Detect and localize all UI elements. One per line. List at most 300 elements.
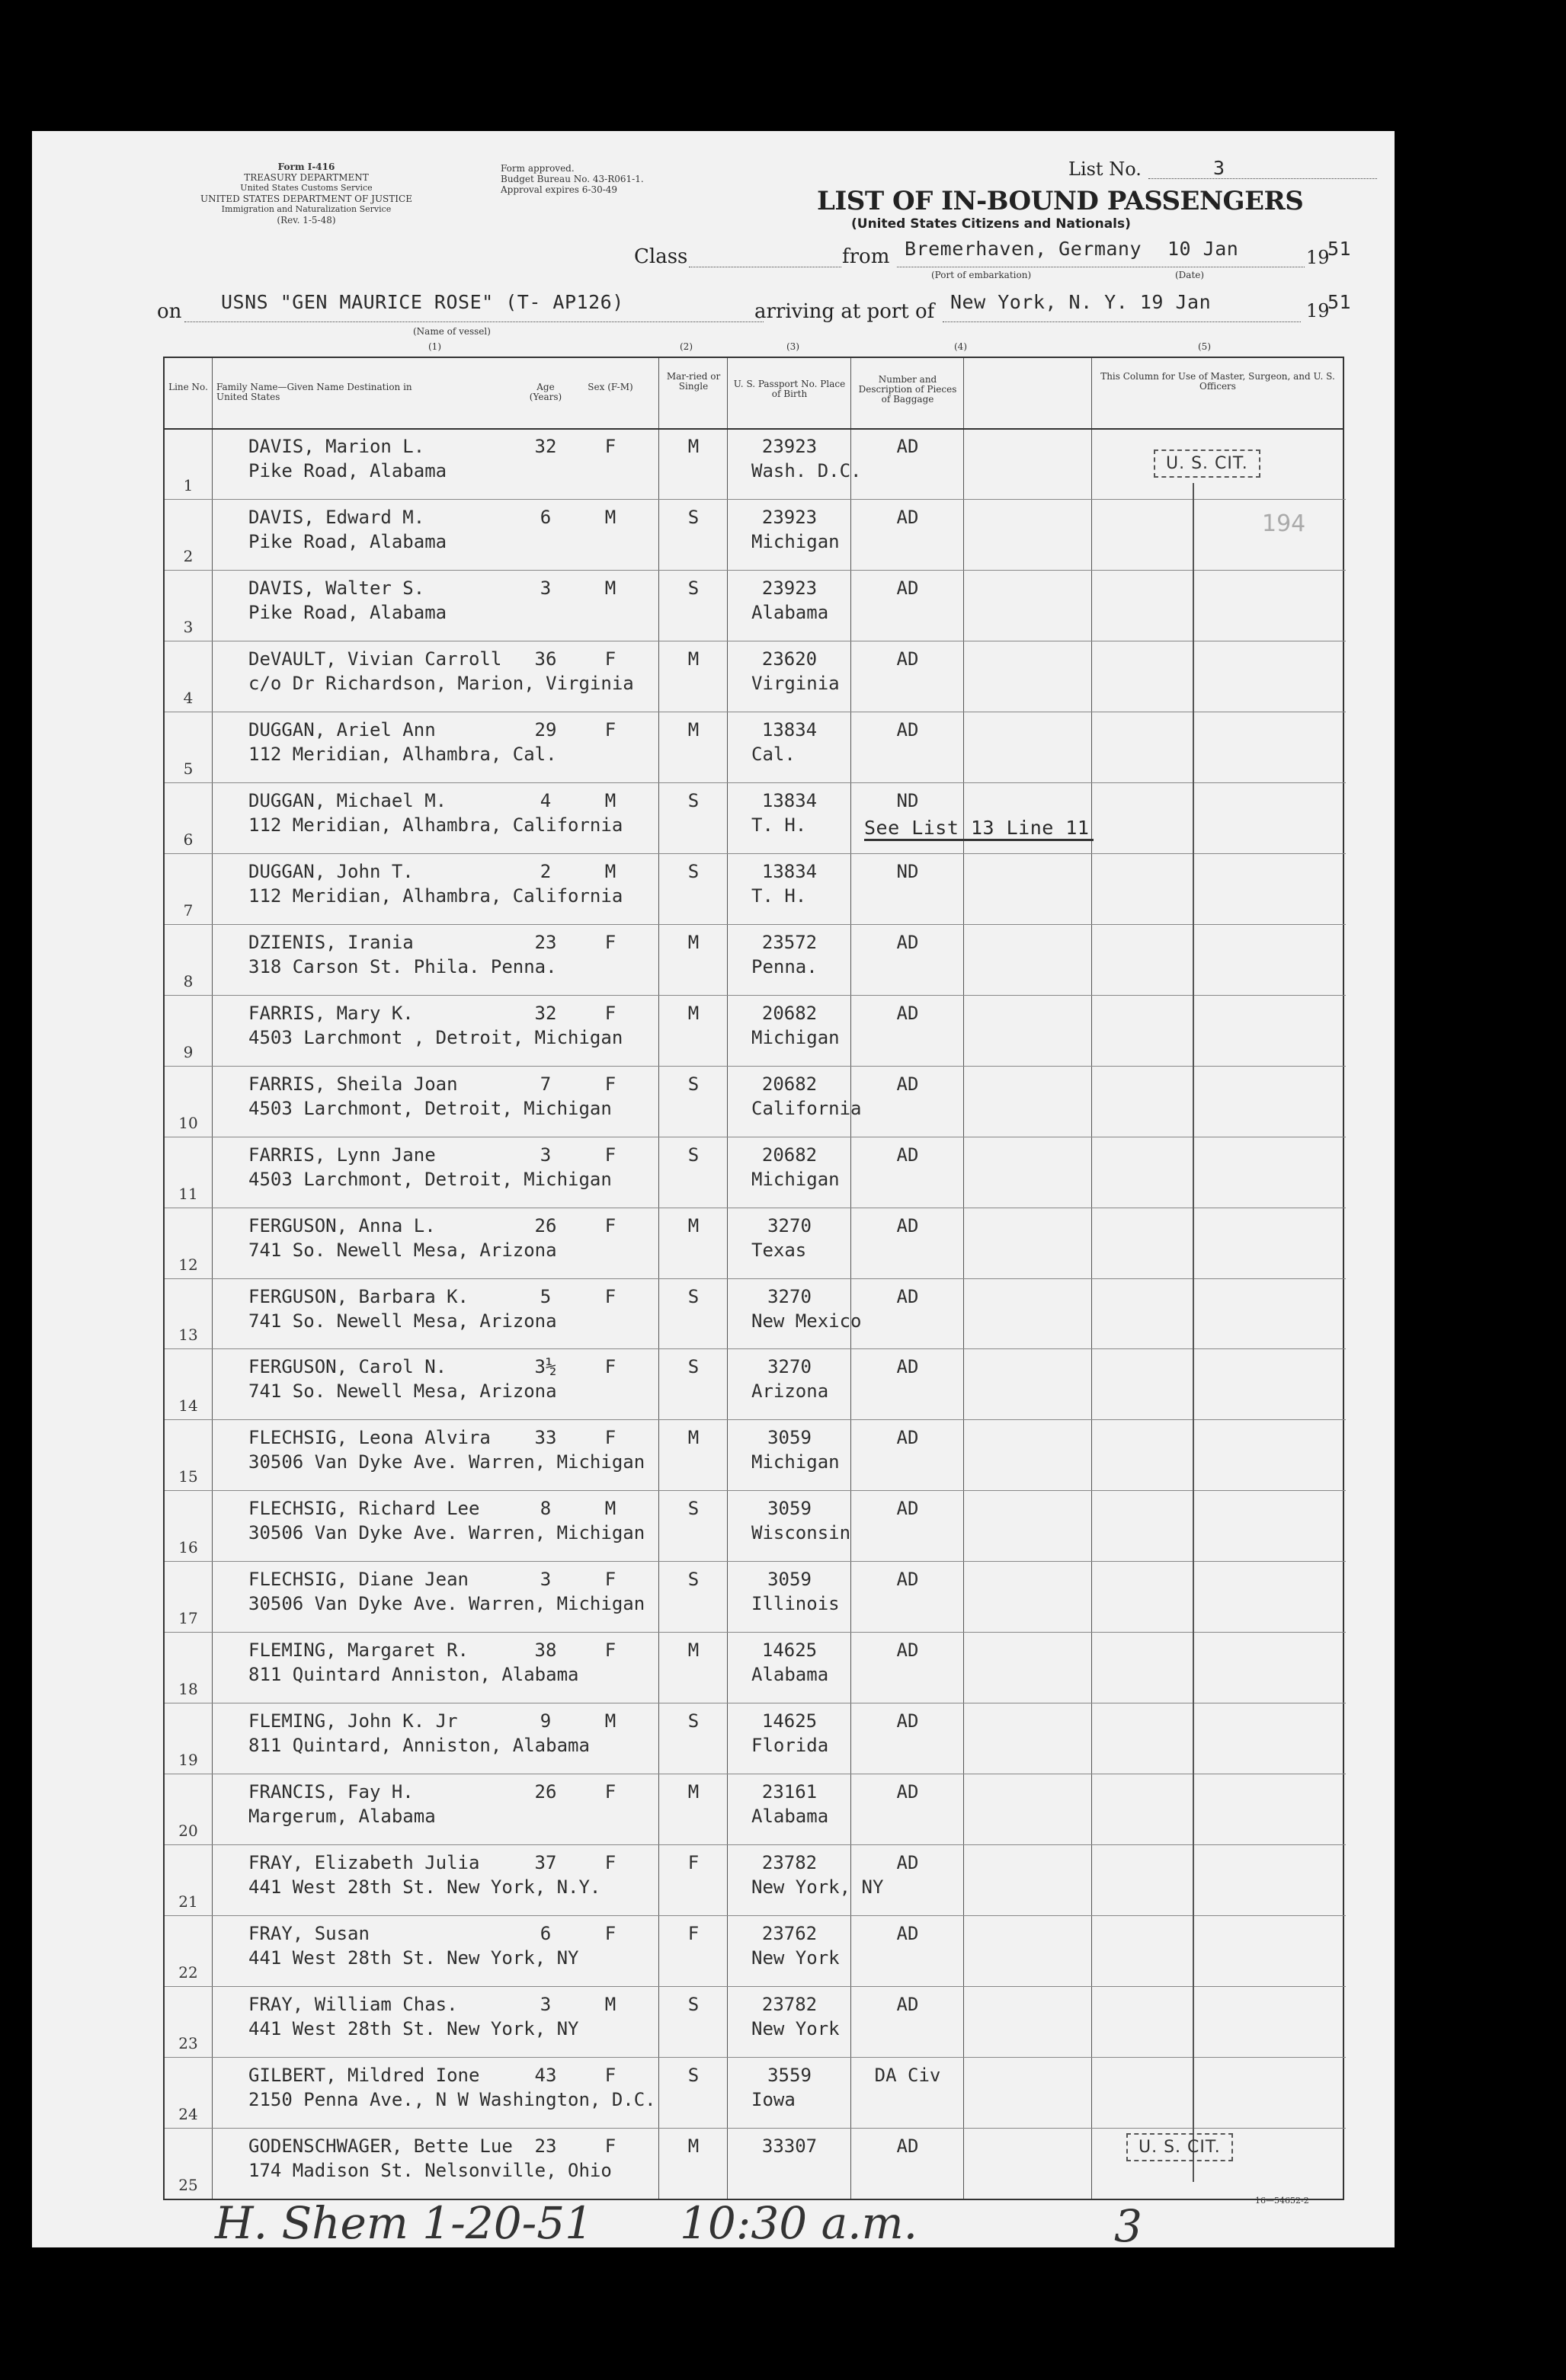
cell-age: 33 [534,1427,557,1449]
cell-bag: AD [896,1781,919,1803]
table-row [165,1561,1346,1632]
cell-sex: F [604,1639,616,1662]
header-age: Age (Years) [529,382,562,402]
cell-dest: 2150 Penna Ave., N W Washington, D.C. [248,2089,656,2111]
cell-passport: 13834 [761,860,818,882]
cell-ms: S [687,1569,700,1591]
cell-age: 2 [540,860,552,882]
cell-name: FRAY, Susan [248,1923,370,1945]
cell-dest: c/o Dr Richardson, Marion, Virginia [248,672,634,694]
line-number: 5 [183,759,194,778]
cell-age: 8 [540,1498,552,1520]
vessel-name: USNS "GEN MAURICE ROSE" (T- AP126) [221,291,624,313]
cell-dest: Pike Road, Alabama [248,601,447,623]
cell-ms: S [687,577,700,599]
cell-dest: 441 West 28th St. New York, NY [248,1947,579,1969]
cell-sex: M [604,577,616,599]
table-row [165,1137,1346,1208]
table-row [165,1844,1346,1915]
cell-sex: M [604,1498,616,1520]
year-prefix: 19 [1306,300,1330,321]
cell-age: 9 [540,1710,552,1732]
cell-passport: 3059 [767,1427,812,1449]
table-row [165,1066,1346,1137]
cell-birth: Cal. [751,743,796,765]
cell-name: FLECHSIG, Richard Lee [248,1498,480,1520]
cell-ms: M [687,931,700,953]
manifest-page [32,131,1395,2252]
line-number: 19 [178,1751,198,1770]
pencil-number: 194 [1262,510,1306,537]
header-line-no: Line No. [168,382,208,392]
table-row [165,712,1346,782]
cell-sex: F [604,931,616,953]
cell-sex: M [604,1710,616,1732]
cell-name: FERGUSON, Carol N. [248,1356,447,1378]
cell-birth: Michigan [751,1168,840,1190]
cell-birth: New York, NY [751,1876,884,1899]
cell-passport: 23923 [761,577,818,599]
cell-birth: Florida [751,1735,829,1757]
cell-birth: New York [751,1947,840,1969]
arrival-port: New York, N. Y. 19 Jan [950,291,1212,313]
cell-age: 36 [534,648,557,670]
cell-passport: 23762 [761,1923,818,1945]
cell-ms: S [687,1356,700,1378]
cell-age: 32 [534,1002,557,1024]
header-married: Mar-ried or Single [666,371,721,392]
cell-birth: Penna. [751,955,818,977]
cell-bag: AD [896,1073,919,1095]
cell-passport: 14625 [761,1710,818,1732]
line-number: 11 [178,1184,198,1203]
line-number: 8 [183,971,194,990]
cell-ms: S [687,860,700,882]
cell-bag: DA Civ [874,2065,941,2087]
cell-bag: AD [896,1356,919,1378]
column-number: (4) [954,341,967,352]
cell-dest: Pike Road, Alabama [248,530,447,552]
cell-passport: 23923 [761,436,818,457]
cell-name: FLECHSIG, Leona Alvira [248,1427,491,1449]
line-number: 4 [183,688,194,707]
approval-block [501,163,644,195]
line-number: 9 [183,1042,194,1061]
table-row [165,1703,1346,1774]
line-number: 7 [183,900,194,920]
cell-age: 3 [540,577,552,599]
cell-sex: F [604,1214,616,1236]
stamp-connector-line [1193,483,1194,2182]
cell-dest: 741 So. Newell Mesa, Arizona [248,1310,557,1332]
list-no-value: 3 [1213,157,1225,179]
cell-bag: ND [896,860,919,882]
cell-age: 6 [540,1923,552,1945]
arrival-year: 51 [1327,291,1352,313]
line-number: 16 [178,1538,198,1557]
table-row [165,853,1346,924]
cell-passport: 23620 [761,648,818,670]
approval-line: Budget Bureau No. 43-R061-1. [501,174,644,184]
cell-dest: 4503 Larchmont, Detroit, Michigan [248,1168,612,1190]
line-number: 12 [178,1255,198,1274]
cell-age: 29 [534,718,557,741]
cell-bag: AD [896,577,919,599]
cell-bag: AD [896,1002,919,1024]
cell-birth: Alabama [751,1664,829,1686]
year-prefix: 19 [1306,247,1330,268]
header-name: Family Name—Given Name Destination in United States [216,382,412,402]
treasury-dept: TREASURY DEPARTMENT [244,172,369,183]
cell-dest: 4503 Larchmont , Detroit, Michigan [248,1026,623,1048]
cell-dest: 4503 Larchmont, Detroit, Michigan [248,1097,612,1119]
cell-dest: 318 Carson St. Phila. Penna. [248,955,557,977]
cell-ms: M [687,1427,700,1449]
cell-passport: 3270 [767,1356,812,1378]
cell-sex: F [604,1852,616,1874]
customs-service: United States Customs Service [240,183,373,193]
form-number: Form I-416 [277,162,335,172]
table-row [165,782,1346,853]
cell-age: 26 [534,1781,557,1803]
line-number: 17 [178,1609,198,1628]
cell-name: DAVIS, Edward M. [248,506,425,528]
cell-birth: California [751,1097,862,1119]
from-label: from [842,245,890,268]
line-number: 10 [178,1113,198,1132]
line-number: 3 [183,617,194,636]
cell-passport: 23923 [761,506,818,528]
cell-age: 37 [534,1852,557,1874]
cell-bag: AD [896,436,919,457]
cell-ms: S [687,506,700,528]
cell-bag: AD [896,1852,919,1874]
cell-age: 3 [540,1994,552,2016]
cell-bag: AD [896,506,919,528]
cell-passport: 23161 [761,1781,818,1803]
cell-ms: M [687,718,700,741]
embarkation-port: Bremerhaven, Germany [905,238,1142,260]
page-title: LIST OF IN-BOUND PASSENGERS [817,186,1304,216]
date-caption: (Date) [1175,270,1205,280]
cell-passport: 3059 [767,1569,812,1591]
cell-passport: 3270 [767,1214,812,1236]
cell-sex: F [604,1285,616,1307]
cell-bag: AD [896,1923,919,1945]
table-row [165,1632,1346,1703]
column-number: (5) [1198,341,1211,352]
cell-bag: AD [896,718,919,741]
cell-passport: 3270 [767,1285,812,1307]
header-officers: This Column for Use of Master, Surgeon, and U. S. Officers [1100,371,1335,392]
cell-age: 5 [540,1285,552,1307]
column-number: (3) [786,341,799,352]
cell-bag: AD [896,1994,919,2016]
cell-sex: F [604,718,616,741]
cell-name: GODENSCHWAGER, Bette Lue [248,2135,513,2158]
table-row [165,1419,1346,1490]
cell-ms: M [687,1781,700,1803]
cell-name: FRAY, William Chas. [248,1994,458,2016]
table-row [165,1774,1346,1844]
form-revision: (Rev. 1-5-48) [277,215,336,226]
approval-line: Form approved. [501,163,575,174]
cell-sex: F [604,1144,616,1166]
cell-birth: Illinois [751,1593,840,1615]
table-row [165,924,1346,995]
cell-ms: F [687,1852,700,1874]
passenger-table [163,357,1344,2200]
cell-dest: 741 So. Newell Mesa, Arizona [248,1380,557,1403]
cell-sex: F [604,1073,616,1095]
cell-name: FLECHSIG, Diane Jean [248,1569,469,1591]
cell-bag: AD [896,1144,919,1166]
cell-ms: M [687,436,700,457]
table-row [165,1208,1346,1278]
header-passport: U. S. Passport No. Place of Birth [733,379,846,399]
cell-birth: T. H. [751,885,807,907]
cell-sex: M [604,506,616,528]
table-row [165,995,1346,1066]
header-sex: Sex (F-M) [588,382,633,392]
cell-name: GILBERT, Mildred Ione [248,2065,480,2087]
line-number: 21 [178,1892,198,1911]
cell-name: DUGGAN, Michael M. [248,789,447,811]
line-number: 24 [178,2105,198,2124]
cell-passport: 3559 [767,2065,812,2087]
cell-ms: S [687,1144,700,1166]
cell-passport: 33307 [761,2135,818,2158]
cell-name: DUGGAN, Ariel Ann [248,718,436,741]
cell-name: FERGUSON, Anna L. [248,1214,436,1236]
embarkation-date: 10 Jan [1167,238,1239,260]
cell-dest: 112 Meridian, Alhambra, Cal. [248,743,557,765]
cell-age: 3½ [534,1356,557,1378]
column-number: (2) [680,341,693,352]
cell-ms: S [687,1710,700,1732]
cell-sex: M [604,860,616,882]
cell-age: 38 [534,1639,557,1662]
cell-bag: AD [896,1569,919,1591]
cell-birth: Michigan [751,1026,840,1048]
cell-sex: F [604,648,616,670]
cell-birth: Alabama [751,1806,829,1828]
cell-age: 23 [534,2135,557,2158]
cell-age: 23 [534,931,557,953]
cell-ms: F [687,1923,700,1945]
cell-birth: T. H. [751,814,807,836]
vessel-caption: (Name of vessel) [413,326,491,337]
cell-ms: M [687,1639,700,1662]
form-header-block [146,162,466,226]
cell-ms: M [687,648,700,670]
cell-ms: S [687,1498,700,1520]
column-number: (1) [428,341,441,352]
cell-name: DAVIS, Walter S. [248,577,425,599]
line-number: 2 [183,546,194,565]
cell-name: FRANCIS, Fay H. [248,1781,414,1803]
immigration-service: Immigration and Naturalization Service [221,204,392,214]
cell-age: 4 [540,789,552,811]
cell-bag: AD [896,648,919,670]
cell-dest: 811 Quintard, Anniston, Alabama [248,1735,590,1757]
line-number: 23 [178,2034,198,2053]
cell-dest: 30506 Van Dyke Ave. Warren, Michigan [248,1522,645,1544]
cell-age: 32 [534,436,557,457]
list-no-label: List No. [1068,158,1142,180]
line-number: 6 [183,830,194,849]
arriving-label: arriving at port of [754,300,935,323]
cell-name: FRAY, Elizabeth Julia [248,1852,480,1874]
line-number: 25 [178,2175,198,2194]
inspection-time: 10:30 a.m. [680,2197,918,2249]
cell-birth: Iowa [751,2089,796,2111]
cell-passport: 3059 [767,1498,812,1520]
cell-passport: 13834 [761,718,818,741]
table-row [165,499,1346,570]
cell-ms: S [687,789,700,811]
cell-bag: AD [896,1285,919,1307]
line-number: 18 [178,1680,198,1699]
cell-name: DZIENIS, Irania [248,931,414,953]
line-number: 22 [178,1963,198,1982]
cell-name: FERGUSON, Barbara K. [248,1285,469,1307]
cell-ms: S [687,2065,700,2087]
cell-name: DAVIS, Marion L. [248,436,425,457]
cell-bag: AD [896,931,919,953]
cell-age: 43 [534,2065,557,2087]
cell-birth: Texas [751,1239,807,1261]
line-number: 14 [178,1396,198,1416]
cell-ms: S [687,1994,700,2016]
cell-birth: Wisconsin [751,1522,851,1544]
cell-bag: AD [896,1214,919,1236]
embarkation-year: 51 [1327,238,1352,260]
cell-passport: 13834 [761,789,818,811]
cell-sex: F [604,1427,616,1449]
inspector-signature: H. Shem 1-20-51 [215,2197,594,2249]
cell-name: FARRIS, Mary K. [248,1002,414,1024]
cell-bag: AD [896,2135,919,2158]
cell-sex: F [604,1002,616,1024]
port-caption: (Port of embarkation) [931,270,1032,280]
table-row [165,2057,1346,2128]
cell-bag: AD [896,1427,919,1449]
see-list-note: See List 13 Line 11 [864,817,1094,841]
cell-bag: AD [896,1498,919,1520]
cell-dest: 30506 Van Dyke Ave. Warren, Michigan [248,1593,645,1615]
cell-birth: Wash. D.C. [751,460,862,481]
cell-passport: 20682 [761,1002,818,1024]
line-number: 15 [178,1467,198,1486]
cell-age: 26 [534,1214,557,1236]
cell-sex: F [604,2135,616,2158]
table-row [165,1986,1346,2057]
cell-dest: 112 Meridian, Alhambra, California [248,885,623,907]
form-code: 16—54652-2 [1255,2196,1309,2206]
cell-passport: 23572 [761,931,818,953]
line-number: 1 [183,475,194,494]
cell-birth: New Mexico [751,1310,862,1332]
table-row [165,641,1346,712]
cell-ms: S [687,1073,700,1095]
table-row [165,1490,1346,1561]
cell-dest: 741 So. Newell Mesa, Arizona [248,1239,557,1261]
table-row [165,1278,1346,1349]
cell-birth: Arizona [751,1380,829,1403]
cell-sex: M [604,1994,616,2016]
cell-birth: Virginia [751,672,840,694]
cell-dest: Pike Road, Alabama [248,460,447,481]
cell-name: DUGGAN, John T. [248,860,414,882]
cell-name: FLEMING, John K. Jr [248,1710,458,1732]
cell-name: FARRIS, Sheila Joan [248,1073,458,1095]
cell-name: FARRIS, Lynn Jane [248,1144,436,1166]
cell-bag: AD [896,1710,919,1732]
table-row [165,1348,1346,1419]
justice-dept: UNITED STATES DEPARTMENT OF JUSTICE [200,194,412,204]
cell-birth: Alabama [751,601,829,623]
cell-sex: F [604,436,616,457]
cell-ms: M [687,2135,700,2158]
cell-sex: F [604,1569,616,1591]
list-count: 3 [1114,2200,1142,2252]
cell-sex: F [604,2065,616,2087]
cell-age: 6 [540,506,552,528]
page-subtitle: (United States Citizens and Nationals) [851,216,1131,232]
cell-dest: 811 Quintard Anniston, Alabama [248,1664,579,1686]
cell-sex: F [604,1356,616,1378]
us-citizen-stamp: U. S. CIT. [1154,449,1260,478]
cell-passport: 20682 [761,1144,818,1166]
cell-birth: New York [751,2018,840,2040]
cell-passport: 20682 [761,1073,818,1095]
approval-line: Approval expires 6-30-49 [501,184,618,195]
cell-birth: Michigan [751,530,840,552]
on-label: on [157,300,182,323]
cell-dest: 441 West 28th St. New York, NY [248,2018,579,2040]
cell-age: 7 [540,1073,552,1095]
cell-dest: 30506 Van Dyke Ave. Warren, Michigan [248,1451,645,1473]
cell-ms: M [687,1002,700,1024]
cell-name: FLEMING, Margaret R. [248,1639,469,1662]
cell-passport: 23782 [761,1852,818,1874]
cell-sex: M [604,789,616,811]
line-number: 13 [178,1326,198,1345]
us-citizen-stamp: U. S. CIT. [1126,2133,1233,2161]
cell-dest: 441 West 28th St. New York, N.Y. [248,1876,601,1899]
table-row [165,1915,1346,1986]
cell-bag: AD [896,1639,919,1662]
header-baggage: Number and Description of Pieces of Baggage [858,374,957,405]
table-row [165,570,1346,641]
line-number: 20 [178,1822,198,1841]
cell-passport: 14625 [761,1639,818,1662]
cell-dest: 112 Meridian, Alhambra, California [248,814,623,836]
class-label: Class [634,245,688,268]
cell-dest: 174 Madison St. Nelsonville, Ohio [248,2160,612,2182]
cell-age: 3 [540,1569,552,1591]
cell-ms: S [687,1285,700,1307]
cell-dest: Margerum, Alabama [248,1806,436,1828]
cell-age: 3 [540,1144,552,1166]
cell-ms: M [687,1214,700,1236]
cell-birth: Michigan [751,1451,840,1473]
cell-passport: 23782 [761,1994,818,2016]
cell-name: DeVAULT, Vivian Carroll [248,648,502,670]
cell-bag: ND [896,789,919,811]
cell-sex: F [604,1781,616,1803]
